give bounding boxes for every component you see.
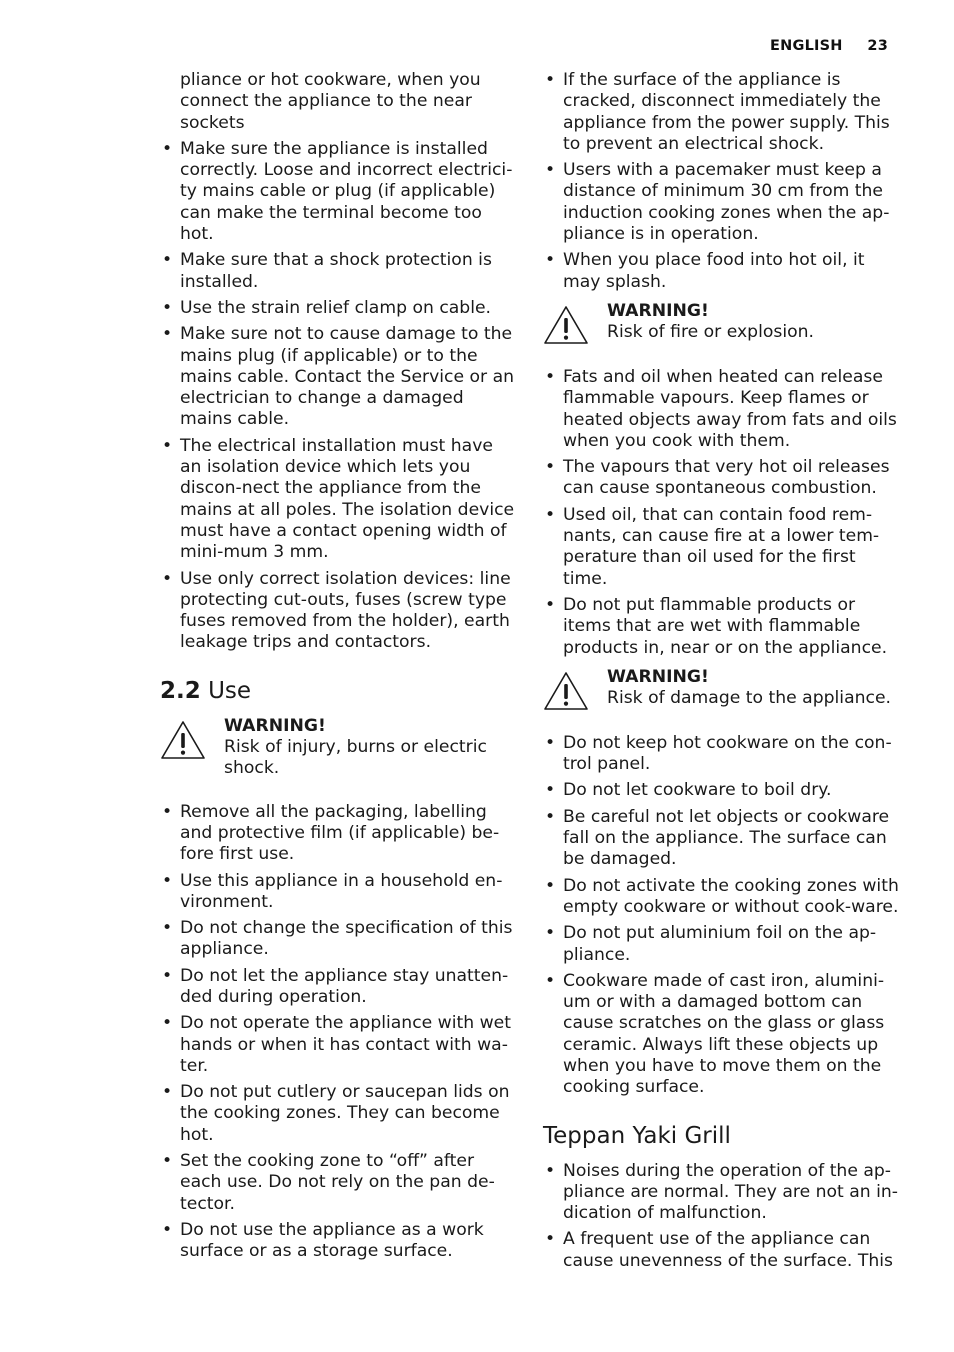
list-item: • Make sure not to cause damage to the mains plug (if applicable) or to the mains cable. Contact the Service or an electrician to change a damaged mains cable.: [160, 324, 516, 430]
list-item: • A frequent use of the appliance can cause unevenness of the surface. This: [543, 1229, 899, 1272]
list-item: • If the surface of the appliance is cracked, disconnect immediately the appliance from the power supply. This to prevent an electrical shock.: [543, 70, 899, 155]
section-title: Use: [208, 677, 252, 704]
warning-triangle-icon: [543, 305, 589, 345]
warning-block: [160, 716, 516, 780]
list-item: • Do not put aluminium foil on the ap-pliance.: [543, 923, 899, 966]
list-item: • Use the strain relief clamp on cable.: [160, 298, 516, 319]
list-item: • Do not let the appliance stay unatten-ded during operation.: [160, 966, 516, 1009]
list-item: • Use only correct isolation devices: line protecting cut-outs, fuses (screw type fuses removed from the holder), earth leakage trips and contactors.: [160, 569, 516, 654]
list-item: • Do not operate the appliance with wet hands or when it has contact with wa-ter.: [160, 1013, 516, 1077]
language-label: ENGLISH: [770, 38, 843, 54]
section-number: 2.2: [160, 677, 201, 704]
warning-title: WARNING!: [607, 666, 709, 687]
warning-block: [543, 667, 899, 711]
section-title: Teppan Yaki Grill: [543, 1122, 731, 1149]
list-item: • Do not let cookware to boil dry.: [543, 780, 899, 801]
list-item: • Do not activate the cooking zones with empty cookware or without cook-ware.: [543, 876, 899, 919]
warning-text: Risk of damage to the appliance.: [607, 688, 891, 709]
warning-triangle-icon: [160, 720, 206, 760]
list-item: • Remove all the packaging, labelling and protective film (if applicable) be-fore first use.: [160, 802, 516, 866]
list-item: • Make sure that a shock protection is installed.: [160, 250, 516, 293]
safety-list-damage: [543, 733, 899, 1099]
warning-text: Risk of injury, burns or electric shock.: [224, 737, 487, 779]
section-heading-teppan-yaki: [543, 1121, 899, 1151]
right-column: [543, 70, 899, 1277]
section-heading-use: [160, 676, 516, 706]
list-item: • The vapours that very hot oil releases can cause spontaneous combustion.: [543, 457, 899, 500]
list-item: • Be careful not let objects or cookware fall on the appliance. The surface can be damaged.: [543, 807, 899, 871]
left-column: [160, 70, 516, 1268]
list-item: • Do not use the appliance as a work surface or as a storage surface.: [160, 1220, 516, 1263]
list-item: • Users with a pacemaker must keep a distance of minimum 30 cm from the induction cooking zones when the ap-pliance is in operation.: [543, 160, 899, 245]
list-item: • When you place food into hot oil, it may splash.: [543, 250, 899, 293]
safety-list-surface: [543, 70, 899, 293]
warning-title: WARNING!: [224, 715, 326, 736]
list-item: • Do not keep hot cookware on the con-trol panel.: [543, 733, 899, 776]
warning-block: [543, 301, 899, 345]
page-number: 23: [867, 38, 888, 54]
list-item: • Used oil, that can contain food rem-nants, can cause fire at a lower tem-perature than oil used for the first time.: [543, 505, 899, 590]
list-item: • The electrical installation must have an isolation device which lets you discon-nect the appliance from the mains at all poles. The isolation device must have a contact opening width of mini-mum 3 mm.: [160, 436, 516, 564]
safety-list-installation: [160, 139, 516, 654]
list-item: • Do not change the specification of this appliance.: [160, 918, 516, 961]
warning-title: WARNING!: [607, 300, 709, 321]
list-item: • Use this appliance in a household en-vironment.: [160, 871, 516, 914]
safety-list-use: [160, 802, 516, 1263]
list-item: • Do not put cutlery or saucepan lids on the cooking zones. They can become hot.: [160, 1082, 516, 1146]
page-header: [770, 38, 888, 54]
warning-triangle-icon: [543, 671, 589, 711]
safety-list-teppan-yaki: [543, 1161, 899, 1272]
list-item: • Do not put flammable products or items that are wet with flammable products in, near or on the appliance.: [543, 595, 899, 659]
safety-list-fire: [543, 367, 899, 659]
list-item: • Set the cooking zone to “off” after each use. Do not rely on the pan de-tector.: [160, 1151, 516, 1215]
list-item: • Fats and oil when heated can release flammable vapours. Keep flames or heated objects away from fats and oils when you cook with them.: [543, 367, 899, 452]
list-item: • Make sure the appliance is installed correctly. Loose and incorrect electrici-ty mains cable or plug (if applicable) can make the terminal become too hot.: [160, 139, 516, 245]
warning-text: Risk of fire or explosion.: [607, 322, 814, 343]
list-item: • Noises during the operation of the ap-pliance are normal. They are not an in-dication of malfunction.: [543, 1161, 899, 1225]
list-item: • Cookware made of cast iron, alumini-um or with a damaged bottom can cause scratches on the glass or glass ceramic. Always lift these objects up when you have to move them on the cooking surface.: [543, 971, 899, 1099]
continued-text: pliance or hot cookware, when you connect the appliance to the near sockets: [180, 70, 481, 133]
